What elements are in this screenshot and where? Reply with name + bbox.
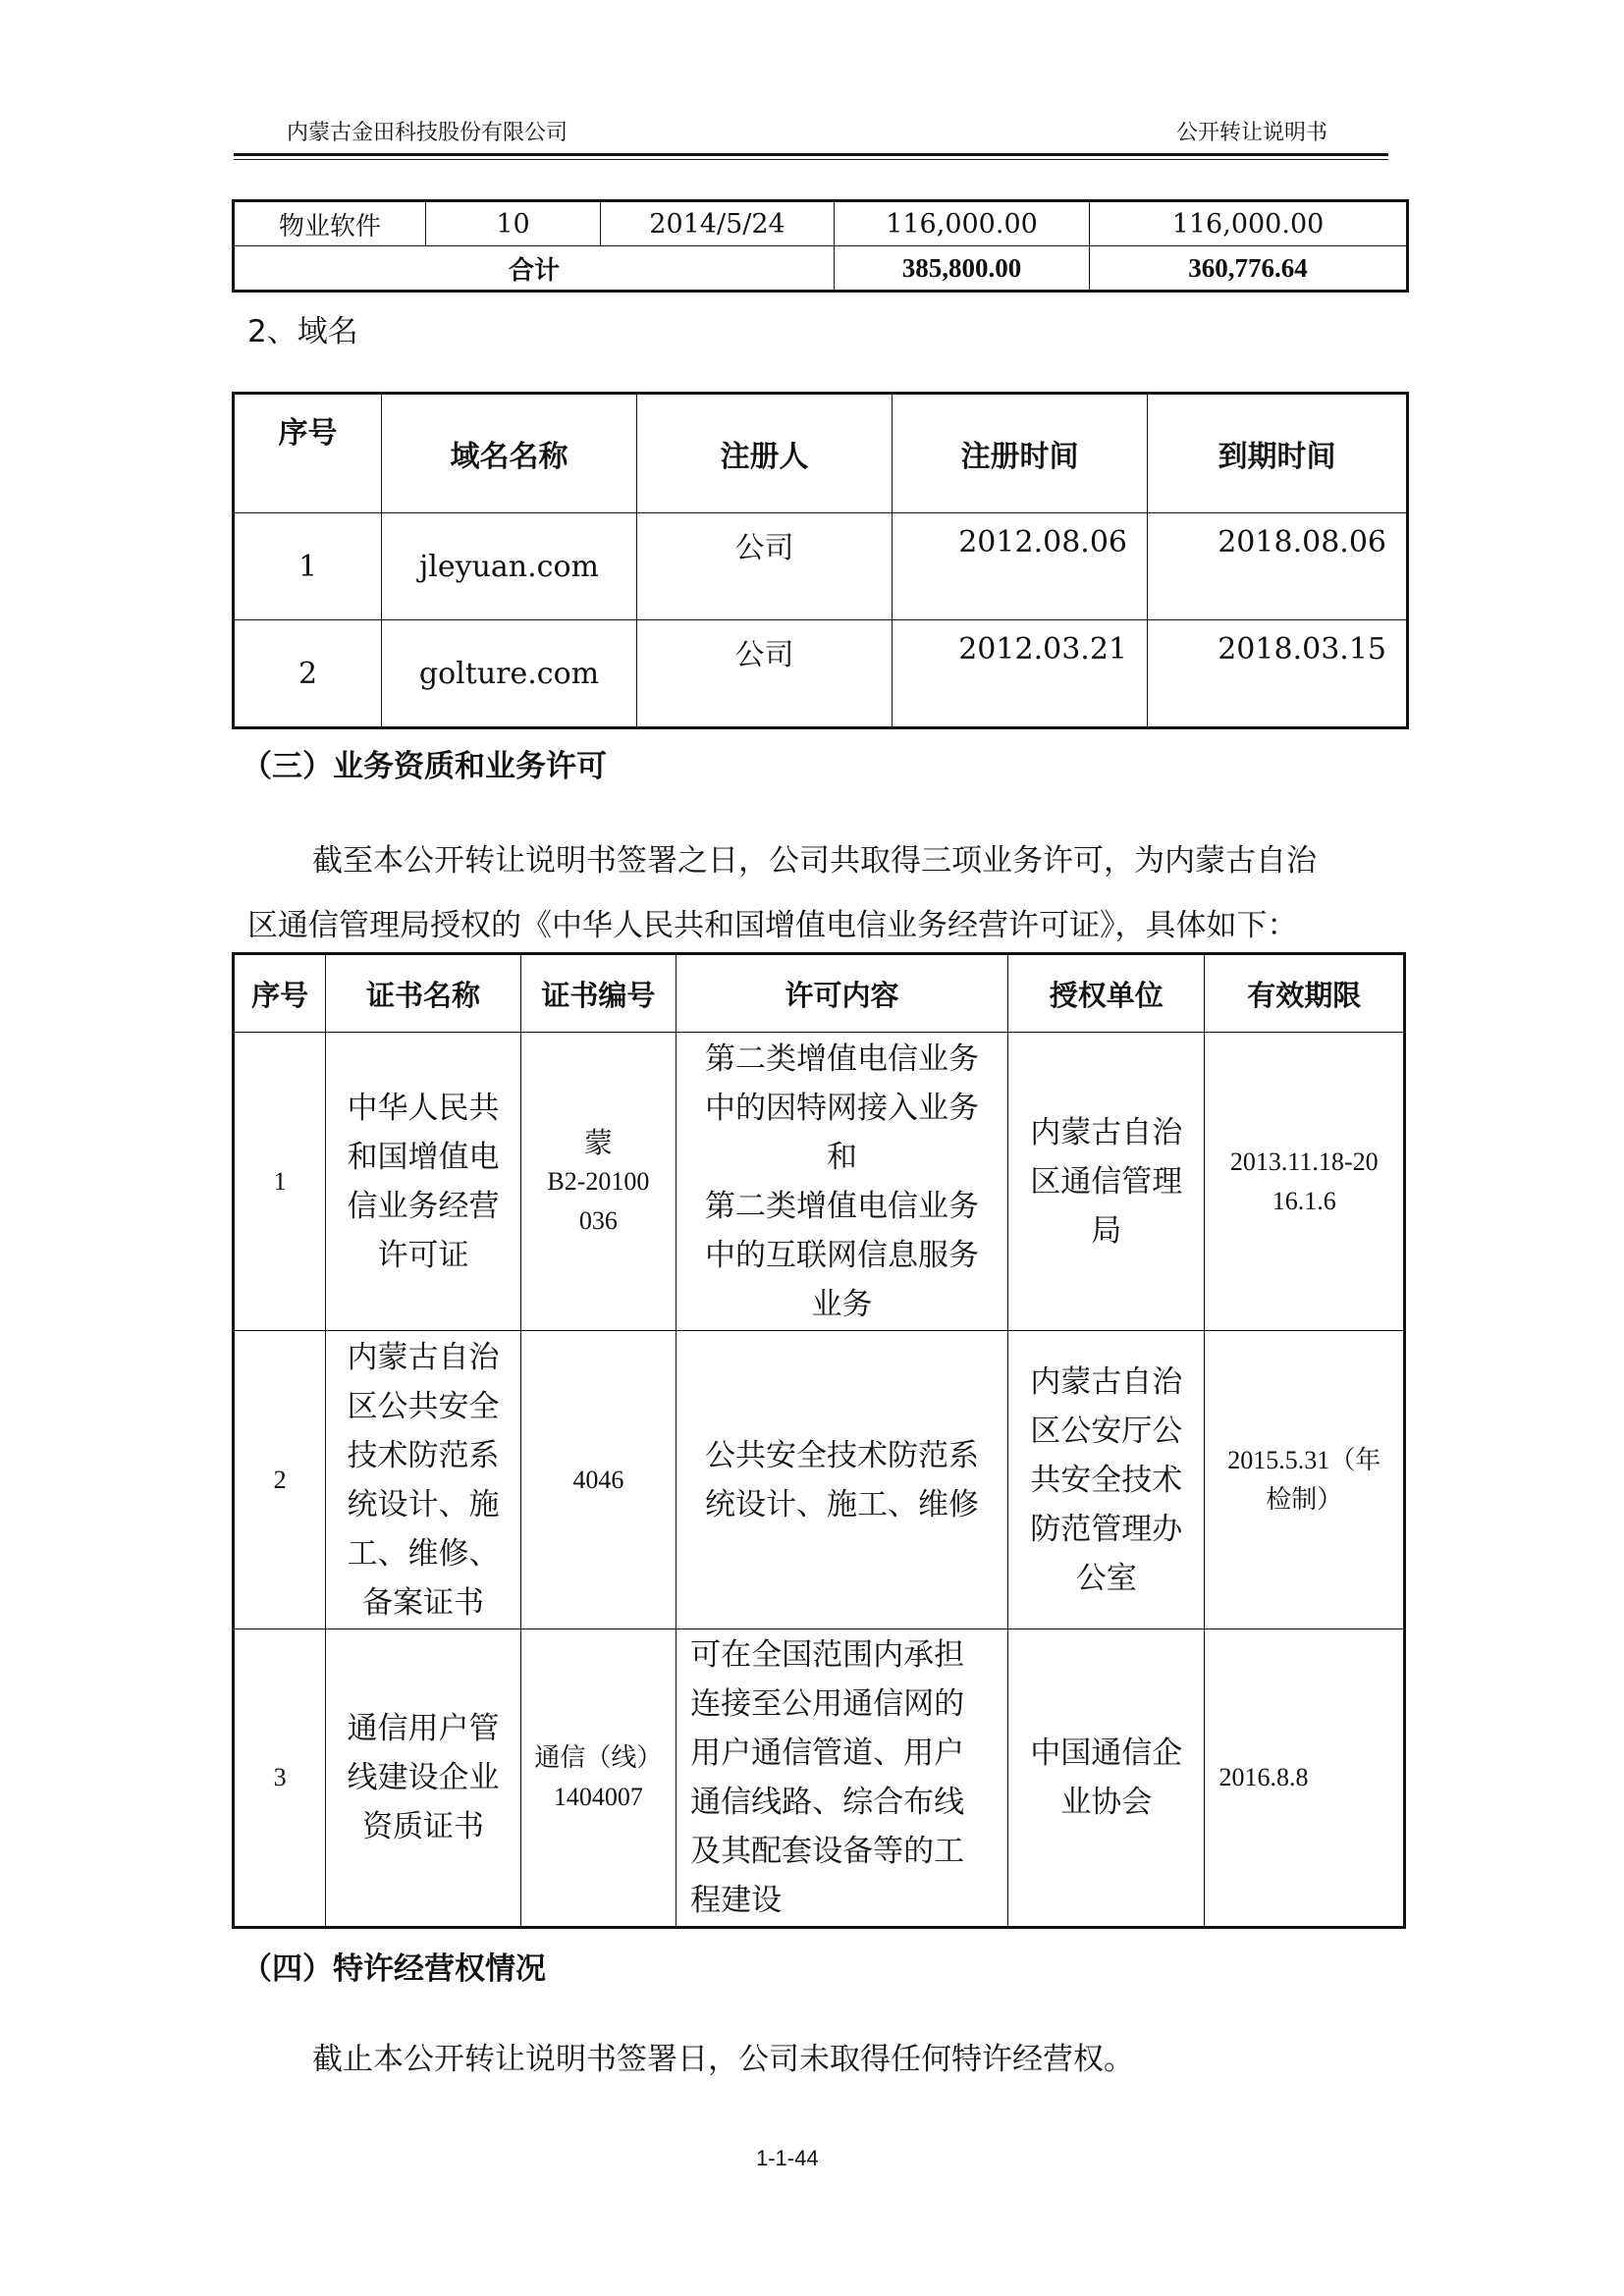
license-no: 1 [234, 1033, 326, 1331]
text-line: 第二类增值电信业务 [705, 1041, 980, 1077]
text-line: 统设计、施工、维修 [705, 1486, 980, 1522]
text-line: 及其配套设备等的工 [690, 1834, 965, 1869]
software-date: 2014/5/24 [601, 201, 835, 246]
license-cert-name [326, 1033, 520, 1331]
total-label: 合计 [234, 246, 835, 292]
text-line: 信业务经营 [347, 1188, 500, 1224]
domain-no: 1 [234, 513, 382, 620]
header-rule [234, 153, 1388, 156]
license-table [232, 952, 1406, 1929]
license-cert-code [520, 1331, 676, 1629]
domain-exp-date: 2018.03.15 [1148, 620, 1408, 728]
domain-table [232, 392, 1409, 729]
text-line: 中的因特网接入业务 [705, 1090, 980, 1126]
text-line: 线建设企业 [347, 1760, 500, 1795]
license-content [677, 1033, 1008, 1331]
text-line: 中国通信企 [1030, 1735, 1183, 1771]
text-line: 公共安全技术防范系 [705, 1437, 980, 1473]
col-header-reg-date: 注册时间 [893, 394, 1148, 513]
license-cert-code [520, 1033, 676, 1331]
license-no: 2 [234, 1331, 326, 1629]
text-line: 资质证书 [361, 1809, 484, 1844]
table-row [234, 513, 1408, 620]
col-header-exp-date: 到期时间 [1148, 394, 1408, 513]
table-row [234, 1629, 1405, 1928]
col-header-no: 序号 [234, 954, 326, 1033]
text-line: 通信线路、综合布线 [690, 1785, 965, 1820]
text-line: 2015.5.31（年 [1227, 1445, 1381, 1474]
license-validity [1205, 1629, 1405, 1928]
section3-para-line1: 截至本公开转让说明书签署之日，公司共取得三项业务许可，为内蒙古自治 [312, 843, 1317, 879]
license-cert-name [326, 1331, 520, 1629]
text-line: 2013.11.18-20 [1229, 1147, 1379, 1176]
license-no: 3 [234, 1629, 326, 1928]
text-line: 统设计、施 [347, 1486, 500, 1522]
text-line: 连接至公用通信网的 [690, 1686, 965, 1722]
license-authority [1007, 1331, 1205, 1629]
total-net: 360,776.64 [1090, 246, 1408, 292]
text-line: 蒙 [583, 1125, 613, 1159]
table-total-row [234, 246, 1408, 292]
domain-name: jleyuan.com [382, 513, 637, 620]
col-header-registrant: 注册人 [637, 394, 893, 513]
text-line: 036 [578, 1205, 618, 1235]
text-line: 内蒙古自治 [347, 1339, 500, 1375]
domain-reg-date: 2012.03.21 [893, 620, 1148, 728]
text-line: 区通信管理 [1030, 1163, 1183, 1200]
text-line: 第二类增值电信业务 [705, 1188, 980, 1224]
section4-para: 截止本公开转让说明书签署日，公司未取得任何特许经营权。 [312, 2042, 1134, 2077]
text-line: 许可证 [377, 1237, 469, 1273]
text-line: 防范管理办 [1030, 1511, 1183, 1547]
text-line: 工、维修、 [347, 1535, 500, 1572]
text-line: 备案证书 [361, 1584, 484, 1621]
license-cert-code [520, 1629, 676, 1928]
table-header-row [234, 954, 1405, 1033]
col-header-validity: 有效期限 [1205, 954, 1405, 1033]
text-line: 用户通信管道、用户 [690, 1735, 965, 1771]
section4-title: （四）特许经营权情况 [242, 1951, 546, 1987]
col-header-authority: 授权单位 [1007, 954, 1205, 1033]
domain-registrant: 公司 [637, 513, 893, 620]
text-line: 区公共安全 [347, 1388, 500, 1424]
license-content [677, 1629, 1008, 1928]
table-header-row [234, 394, 1408, 513]
col-header-no: 序号 [234, 394, 382, 513]
header-company: 内蒙古金田科技股份有限公司 [287, 121, 568, 145]
license-content [677, 1331, 1008, 1629]
license-cert-name [326, 1629, 520, 1928]
domain-name: golture.com [382, 620, 637, 728]
license-authority [1007, 1033, 1205, 1331]
text-line: 公室 [1075, 1560, 1137, 1596]
domain-reg-date: 2012.08.06 [893, 513, 1148, 620]
header-rule-thin [234, 159, 1388, 160]
section3-title: （三）业务资质和业务许可 [242, 749, 607, 784]
col-header-content: 许可内容 [677, 954, 1008, 1033]
text-line: 内蒙古自治 [1030, 1114, 1183, 1150]
text-line: 16.1.6 [1272, 1186, 1336, 1215]
text-line: 4046 [572, 1465, 624, 1494]
software-original-value: 116,000.00 [835, 201, 1090, 246]
text-line: 中的互联网信息服务 [705, 1237, 980, 1273]
domain-exp-date: 2018.08.06 [1148, 513, 1408, 620]
domain-section-title: 2、域名 [247, 314, 358, 349]
text-line: 技术防范系 [347, 1437, 500, 1473]
software-table [232, 199, 1409, 293]
text-line: 程建设 [690, 1883, 783, 1918]
text-line: 业务 [811, 1286, 873, 1322]
col-header-domain: 域名名称 [382, 394, 637, 513]
text-line: 检制） [1266, 1484, 1343, 1514]
table-row [234, 620, 1408, 728]
text-line: 可在全国范围内承担 [690, 1637, 965, 1673]
col-header-cert-name: 证书名称 [326, 954, 520, 1033]
domain-no: 2 [234, 620, 382, 728]
text-line: 局 [1091, 1212, 1122, 1249]
page-number: 1-1-44 [756, 2146, 819, 2170]
text-line: 1404007 [553, 1783, 643, 1811]
text-line: 区公安厅公 [1030, 1413, 1183, 1449]
software-name: 物业软件 [234, 201, 426, 246]
text-line: 中华人民共 [347, 1090, 500, 1126]
section3-para-line2: 区通信管理局授权的《中华人民共和国增值电信业务经营许可证》，具体如下： [247, 908, 1298, 943]
table-row [234, 201, 1408, 246]
table-row [234, 1331, 1405, 1629]
text-line: B2-20100 [547, 1166, 650, 1196]
table-row [234, 1033, 1405, 1331]
text-line: 和国增值电 [347, 1139, 500, 1175]
license-validity [1205, 1033, 1405, 1331]
header-doc-title: 公开转让说明书 [1176, 121, 1328, 145]
text-line: 2016.8.8 [1218, 1763, 1309, 1791]
total-original: 385,800.00 [835, 246, 1090, 292]
software-years: 10 [426, 201, 601, 246]
text-line: 共安全技术 [1030, 1462, 1183, 1498]
software-net-value: 116,000.00 [1090, 201, 1408, 246]
text-line: 通信（线） [534, 1743, 663, 1773]
col-header-cert-no: 证书编号 [520, 954, 676, 1033]
domain-registrant: 公司 [637, 620, 893, 728]
text-line: 业协会 [1060, 1785, 1153, 1820]
license-authority [1007, 1629, 1205, 1928]
text-line: 内蒙古自治 [1030, 1363, 1183, 1400]
text-line: 通信用户管 [347, 1711, 500, 1746]
text-line: 和 [827, 1139, 858, 1175]
license-validity [1205, 1331, 1405, 1629]
